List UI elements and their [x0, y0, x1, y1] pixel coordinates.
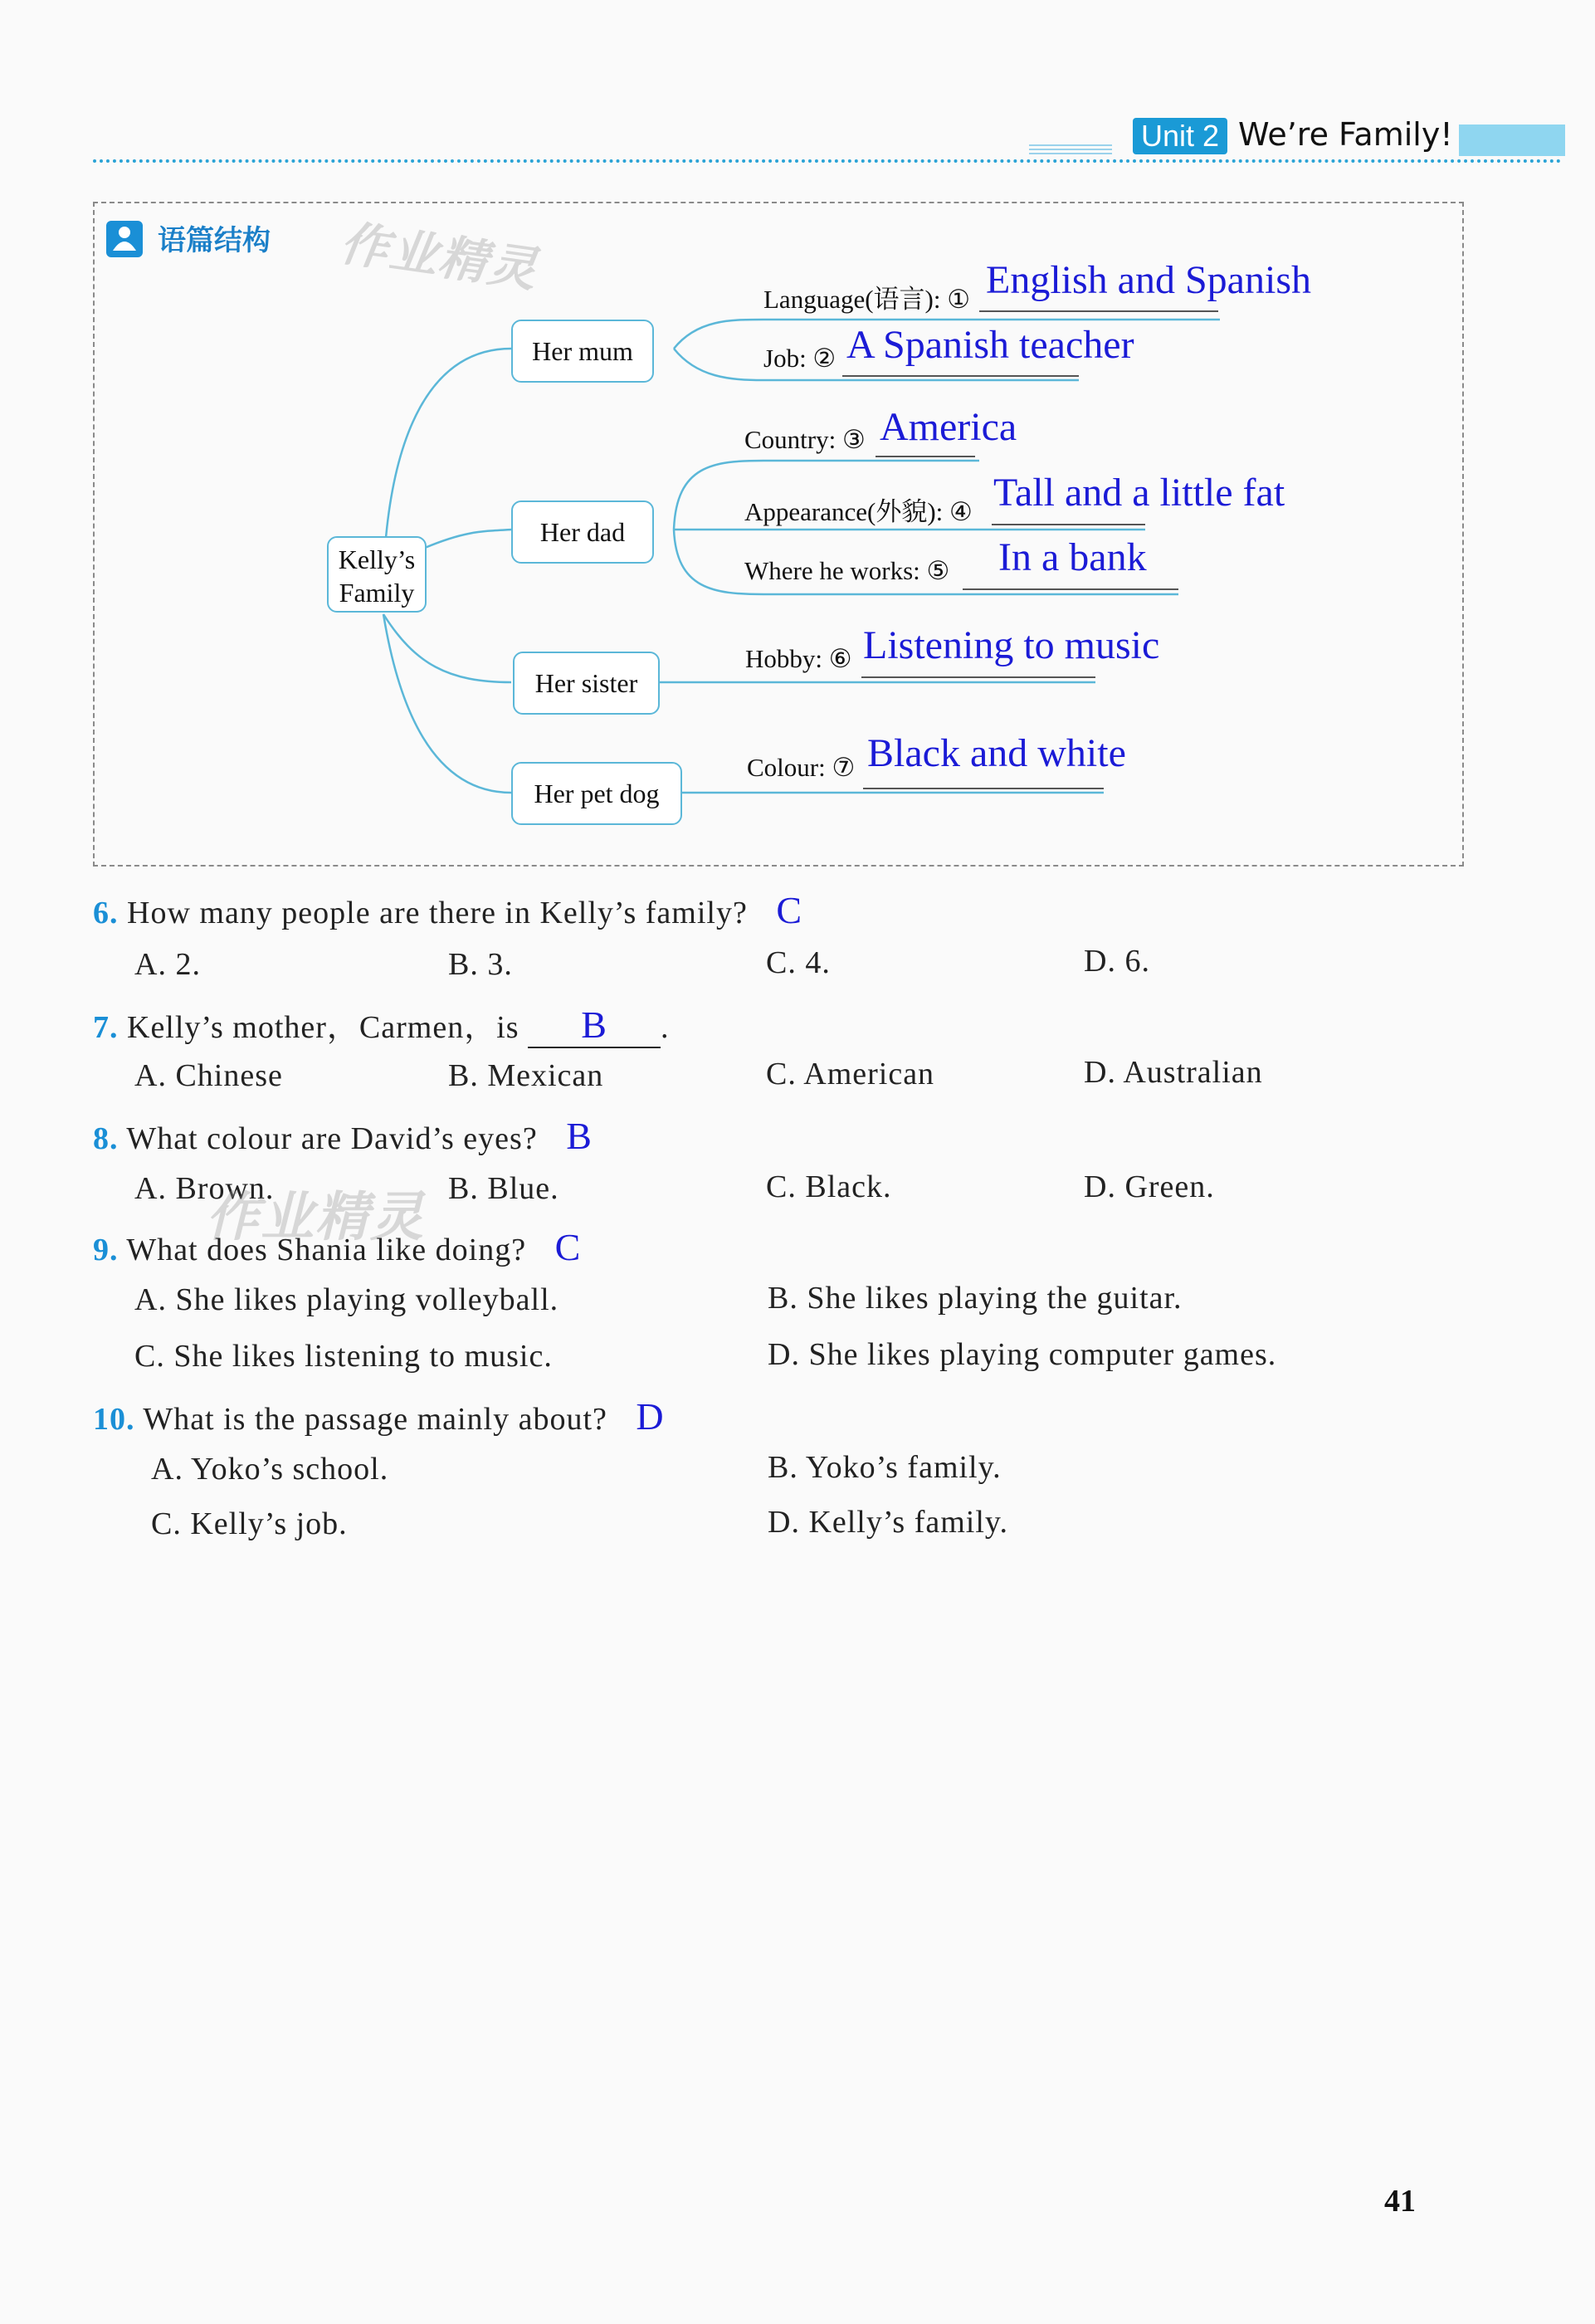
- question-7: [93, 1001, 670, 1048]
- question-9: [93, 1225, 581, 1269]
- option: D. Green.: [1084, 1169, 1215, 1204]
- option: A. Brown.: [134, 1171, 275, 1206]
- option: B. 3.: [448, 947, 513, 982]
- option: A. Yoko’s school.: [151, 1452, 389, 1487]
- option: C. Kelly’s job.: [151, 1506, 348, 1541]
- option: B. Yoko’s family.: [768, 1450, 1002, 1485]
- label-job: Job: ②: [763, 344, 837, 373]
- node-her-mum: Her mum: [511, 320, 654, 383]
- option: C. 4.: [766, 945, 831, 980]
- question-text: What colour are David’s eyes?: [126, 1121, 538, 1156]
- label-hobby: Hobby: ⑥: [745, 644, 852, 673]
- node-her-pet-dog: Her pet dog: [511, 762, 682, 825]
- question-text: What is the passage mainly about?: [143, 1402, 607, 1437]
- option: D. She likes playing computer games.: [768, 1337, 1277, 1372]
- handwritten-answer: B: [566, 1115, 593, 1157]
- answer-blank: [528, 1003, 661, 1048]
- option: B. She likes playing the guitar.: [768, 1281, 1183, 1316]
- label-where-works: Where he works: ⑤: [744, 556, 950, 585]
- question-text: Kelly’s mother，Carmen，is: [127, 1010, 529, 1045]
- option: D. 6.: [1084, 944, 1150, 979]
- question-8: [93, 1114, 593, 1158]
- handwritten-answer: D: [636, 1395, 665, 1438]
- handwritten-answer: B: [581, 1003, 607, 1046]
- question-number: 8.: [93, 1121, 119, 1156]
- answer-language: English and Spanish: [986, 258, 1311, 302]
- option: A. 2.: [134, 947, 201, 982]
- question-number: 9.: [93, 1233, 119, 1267]
- label-language: Language(语言): ①: [763, 285, 971, 314]
- unit-badge: Unit 2: [1133, 118, 1227, 154]
- handwritten-answer: C: [776, 889, 803, 931]
- answer-country: America: [880, 405, 1017, 449]
- answer-colour: Black and white: [867, 731, 1126, 775]
- question-number: 10.: [93, 1402, 135, 1437]
- option: C. She likes listening to music.: [134, 1339, 553, 1374]
- answer-hobby: Listening to music: [863, 623, 1160, 667]
- unit-title: We’re Family!: [1238, 116, 1453, 153]
- option: A. She likes playing volleyball.: [134, 1282, 559, 1317]
- option: B. Mexican: [448, 1058, 604, 1093]
- answer-job: A Spanish teacher: [846, 323, 1134, 367]
- option: B. Blue.: [448, 1171, 559, 1206]
- question-text: How many people are there in Kelly’s family?: [127, 896, 748, 930]
- node-her-sister: Her sister: [513, 652, 660, 715]
- section-title: 语篇结构: [158, 224, 271, 257]
- node-her-dad: Her dad: [511, 500, 654, 564]
- watermark: 作业精灵: [336, 214, 542, 299]
- watermark: 作业精灵: [206, 1187, 425, 1248]
- label-country: Country: ③: [744, 425, 866, 454]
- question-text-end: .: [661, 1010, 670, 1045]
- question-number: 7.: [93, 1010, 119, 1045]
- option: D. Australian: [1084, 1055, 1263, 1090]
- mindmap-root: Kelly’s Family: [327, 536, 427, 613]
- question-10: [93, 1394, 665, 1438]
- question-6: [93, 888, 802, 932]
- answer-where-works: In a bank: [998, 535, 1147, 579]
- option: C. American: [766, 1057, 935, 1091]
- label-colour: Colour: ⑦: [747, 753, 856, 782]
- option: C. Black.: [766, 1169, 892, 1204]
- question-text: What does Shania like doing?: [126, 1233, 527, 1267]
- answer-appearance: Tall and a little fat: [993, 471, 1285, 515]
- label-appearance: Appearance(外貌): ④: [744, 497, 973, 526]
- handwritten-answer: C: [554, 1226, 582, 1268]
- page-number: 41: [1384, 2184, 1416, 2219]
- option: A. Chinese: [134, 1058, 283, 1093]
- option: D. Kelly’s family.: [768, 1505, 1008, 1540]
- question-number: 6.: [93, 896, 119, 930]
